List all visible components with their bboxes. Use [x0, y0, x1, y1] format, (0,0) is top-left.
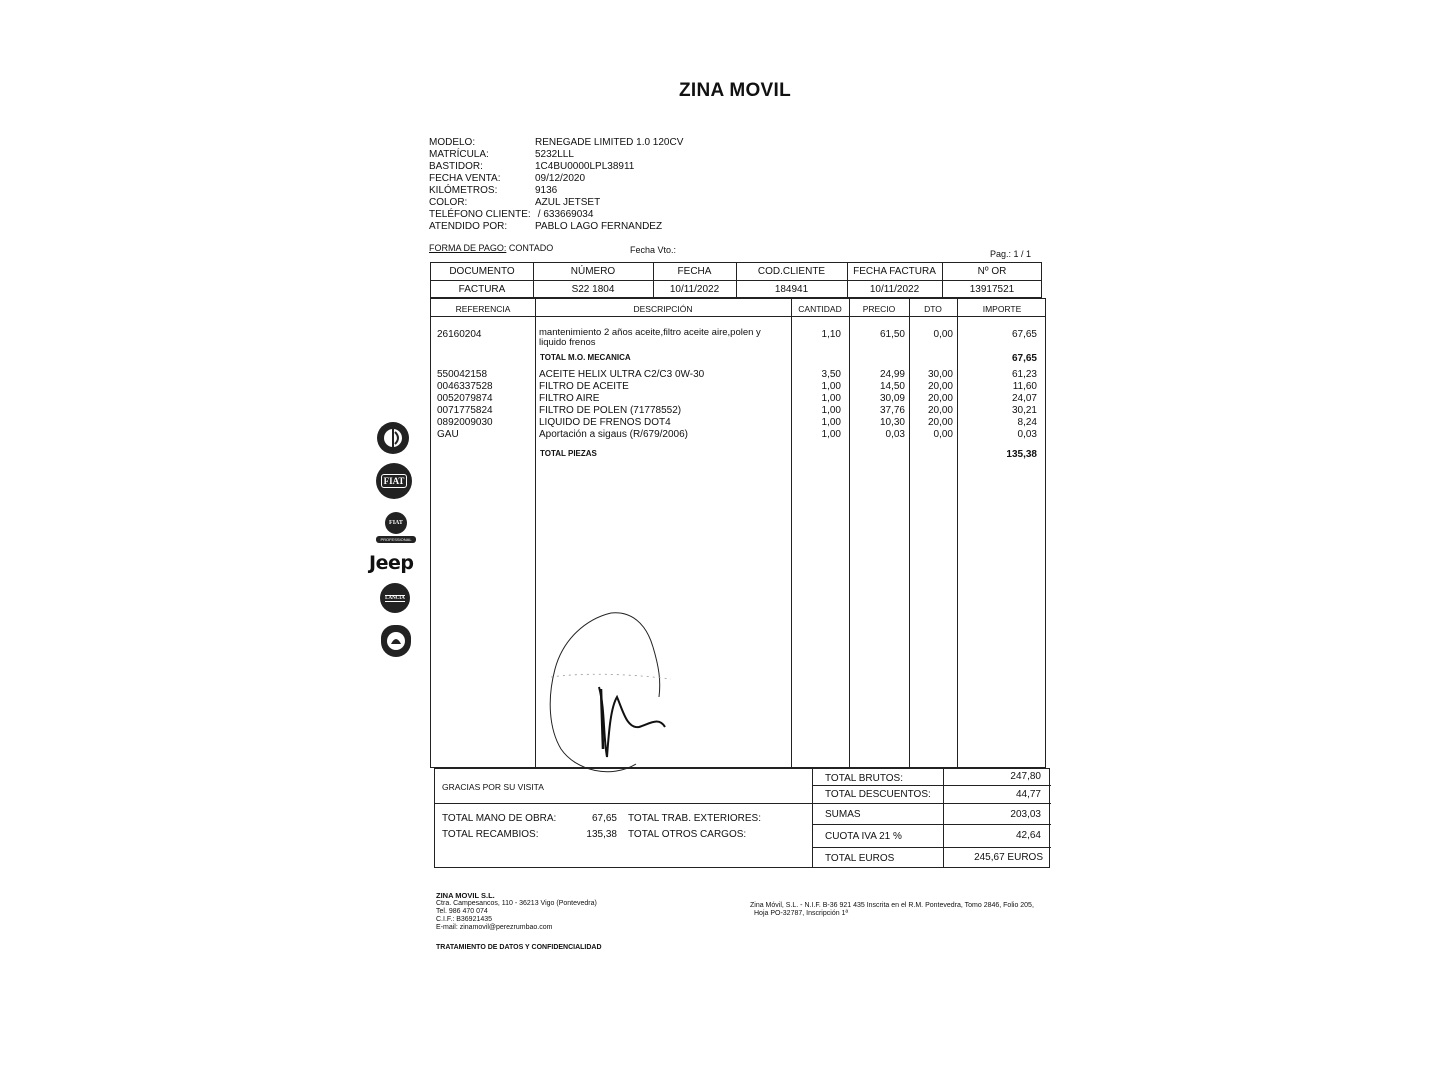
col-cantidad: CANTIDAD: [798, 304, 842, 314]
info-row-atendido: [429, 221, 683, 233]
total-brutos-label: TOTAL BRUTOS:: [825, 773, 903, 784]
val-numero: S22 1804: [571, 284, 615, 295]
row-qty: 1,00: [821, 381, 841, 392]
row-amount: 11,60: [1012, 381, 1037, 392]
val-cod-cliente: 184941: [774, 284, 809, 295]
row-dto: 20,00: [927, 381, 953, 392]
lancia-logo: [380, 583, 410, 613]
alfa-romeo-logo: [377, 422, 409, 454]
val-documento: FACTURA: [458, 284, 506, 295]
row-desc: mantenimiento 2 años aceite,filtro aceite aire,polen y: [539, 327, 761, 338]
footer-registry-line2: Hoja PO-32787, Inscripción 1ª: [754, 910, 849, 917]
row-amount: 61,23: [1011, 369, 1037, 380]
total-descuentos-label: TOTAL DESCUENTOS:: [825, 789, 931, 800]
info-row-fecha-venta: [429, 173, 683, 185]
thanks-message: GRACIAS POR SU VISITA: [442, 782, 544, 792]
row-desc: Aportación a sigaus (R/679/2006): [539, 429, 688, 440]
header-table: [430, 262, 1042, 298]
row-desc: LIQUIDO DE FRENOS DOT4: [539, 417, 671, 428]
col-importe: IMPORTE: [982, 304, 1022, 314]
col-precio: PRECIO: [862, 304, 896, 314]
jeep-logo: Jeep: [369, 552, 414, 574]
info-value: 5232LLL: [535, 149, 574, 160]
fiat-professional-label: PROFESSIONAL: [376, 536, 416, 543]
row-qty: 1,00: [821, 417, 841, 428]
info-label: BASTIDOR:: [429, 161, 483, 172]
footer-registry-line1: Zina Móvil, S.L. - N.I.F. B-36 921 435 Inscrita en el R.M. Pontevedra, Tomo 2846, Folio 205,: [750, 902, 1034, 909]
row-price: 30,09: [879, 393, 905, 404]
row-qty: 1,00: [821, 393, 841, 404]
col-documento: DOCUMENTO: [449, 266, 515, 277]
info-row-matricula: [429, 149, 683, 161]
footer-privacy: TRATAMIENTO DE DATOS Y CONFIDENCIALIDAD: [436, 944, 602, 951]
row-dto: 0,00: [933, 429, 953, 440]
row-qty: 3,50: [821, 369, 841, 380]
footer-company-block: [436, 892, 597, 932]
row-price: 24,99: [879, 369, 905, 380]
total-descuentos-value: 44,77: [1015, 789, 1041, 800]
cuota-iva-value: 42,64: [1015, 830, 1041, 841]
labour-total-label: TOTAL M.O. MECANICA: [540, 353, 631, 362]
info-value: / 633669034: [535, 209, 594, 220]
row-ref: 0892009030: [437, 417, 493, 428]
col-fecha-factura: FECHA FACTURA: [853, 266, 936, 277]
sumas-value: 203,03: [1010, 809, 1041, 820]
row-qty: 1,00: [821, 405, 841, 416]
row-qty: 1,00: [821, 429, 841, 440]
info-label: MATRÍCULA:: [429, 149, 489, 160]
row-price: 37,76: [879, 405, 905, 416]
info-value: PABLO LAGO FERNANDEZ: [535, 221, 663, 232]
signature: [541, 599, 701, 789]
info-row-telefono: [429, 209, 683, 221]
row-amount: 67,65: [1011, 329, 1037, 340]
fiat-pro-logo-text: FIAT: [389, 520, 403, 526]
lancia-logo-text: LANCIA: [385, 595, 405, 601]
summary-box: [434, 768, 1050, 868]
footer-tel: Tel. 986 470 074: [436, 908, 488, 915]
row-qty: 1,10: [821, 329, 841, 340]
row-amount: 30,21: [1011, 405, 1037, 416]
otros-label: TOTAL OTROS CARGOS:: [628, 829, 747, 840]
row-amount: 0,03: [1017, 429, 1037, 440]
info-row-color: [429, 197, 683, 209]
info-label: FECHA VENTA:: [429, 173, 501, 184]
row-ref: 550042158: [437, 369, 488, 380]
row-price: 61,50: [879, 329, 905, 340]
col-referencia: REFERENCIA: [455, 304, 511, 314]
row-ref: 0071775824: [437, 405, 493, 416]
row-price: 10,30: [879, 417, 905, 428]
info-row-bastidor: [429, 161, 683, 173]
row-dto: 30,00: [927, 369, 953, 380]
col-n-or: Nº OR: [977, 266, 1007, 277]
row-amount: 8,24: [1017, 417, 1037, 428]
row-desc: FILTRO AIRE: [539, 393, 600, 404]
row-desc: FILTRO DE POLEN (71778552): [539, 405, 682, 416]
parts-total-value: 135,38: [1006, 449, 1037, 460]
total-euros-value: 245,67 EUROS: [974, 852, 1043, 863]
info-label: MODELO:: [429, 137, 476, 148]
info-row-modelo: [429, 137, 683, 149]
info-label: KILÓMETROS:: [429, 185, 498, 196]
company-title: ZINA MOVIL: [678, 80, 792, 101]
footer-cif: C.I.F.: B36921435: [436, 916, 493, 923]
info-value: 9136: [535, 185, 558, 196]
mano-obra-value: 67,65: [591, 813, 617, 824]
page-number: Pag.: 1 / 1: [990, 249, 1032, 259]
total-brutos-value: 247,80: [1010, 771, 1041, 782]
trab-ext-label: TOTAL TRAB. EXTERIORES:: [628, 813, 761, 824]
due-date-label: Fecha Vto.:: [630, 245, 677, 255]
row-ref: GAU: [437, 429, 459, 440]
info-value: AZUL JETSET: [535, 197, 601, 208]
payment-method: [429, 243, 553, 253]
footer-registry: [750, 902, 1034, 918]
lines-table: [430, 298, 1046, 768]
cuota-iva-label: CUOTA IVA 21 %: [825, 831, 902, 842]
row-amount: 24,07: [1011, 393, 1037, 404]
footer-company-name: ZINA MOVIL S.L.: [436, 891, 495, 900]
row-price: 14,50: [879, 381, 905, 392]
val-fecha: 10/11/2022: [669, 284, 720, 295]
row-ref: 0046337528: [437, 381, 493, 392]
col-dto: DTO: [924, 304, 942, 314]
col-numero: NÚMERO: [570, 266, 616, 277]
info-value: 1C4BU0000LPL38911: [535, 161, 635, 172]
total-euros-label: TOTAL EUROS: [825, 853, 895, 864]
abarth-logo: [381, 625, 411, 657]
info-label: COLOR:: [429, 197, 468, 208]
info-value: RENEGADE LIMITED 1.0 120CV: [535, 137, 684, 148]
footer-email: E-mail: zinamovil@perezrumbao.com: [436, 924, 553, 931]
recambios-value: 135,38: [586, 829, 617, 840]
fiat-professional-logo: [385, 512, 407, 534]
row-dto: 20,00: [927, 405, 953, 416]
val-fecha-factura: 10/11/2022: [869, 284, 920, 295]
info-label: ATENDIDO POR:: [429, 221, 508, 232]
recambios-label: TOTAL RECAMBIOS:: [442, 829, 539, 840]
payment-value: CONTADO: [508, 243, 554, 253]
payment-label: FORMA DE PAGO:: [429, 243, 507, 253]
row-price: 0,03: [885, 429, 905, 440]
col-descripcion: DESCRIPCIÓN: [633, 304, 693, 314]
mano-obra-label: TOTAL MANO DE OBRA:: [442, 813, 557, 824]
vehicle-info: [429, 137, 683, 233]
fiat-logo: [376, 463, 412, 499]
row-desc: ACEITE HELIX ULTRA C2/C3 0W-30: [539, 369, 705, 380]
info-value: 09/12/2020: [535, 173, 586, 184]
info-row-kilometros: [429, 185, 683, 197]
val-n-or: 13917521: [969, 284, 1015, 295]
row-desc-cont: liquido frenos: [539, 337, 596, 348]
parts-total-label: TOTAL PIEZAS: [540, 449, 597, 458]
sumas-label: SUMAS: [825, 809, 861, 820]
labour-total-value: 67,65: [1011, 353, 1037, 364]
col-fecha: FECHA: [677, 266, 712, 277]
footer-address: Ctra. Campesancos, 110 - 36213 Vigo (Pontevedra): [436, 900, 597, 907]
col-cod-cliente: COD.CLIENTE: [757, 266, 826, 277]
info-label: TELÉFONO CLIENTE:: [429, 209, 531, 220]
fiat-logo-text: FIAT: [381, 474, 408, 488]
row-dto: 20,00: [927, 417, 953, 428]
row-ref: 0052079874: [437, 393, 493, 404]
row-dto: 20,00: [927, 393, 953, 404]
row-dto: 0,00: [933, 329, 953, 340]
row-ref: 26160204: [437, 329, 482, 340]
row-desc: FILTRO DE ACEITE: [539, 381, 629, 392]
